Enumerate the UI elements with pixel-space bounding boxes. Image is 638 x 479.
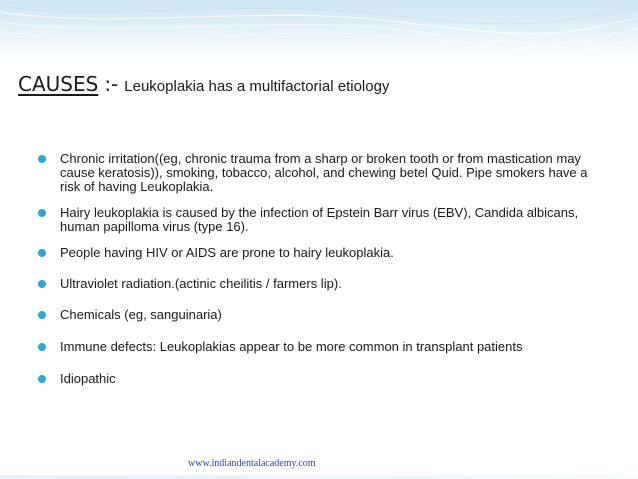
- wave-decoration: [0, 0, 638, 58]
- title-separator: :-: [104, 72, 119, 96]
- bullet-dot-icon: [38, 209, 46, 217]
- bullet-dot-icon: [38, 311, 46, 319]
- bottom-divider: [0, 475, 638, 479]
- footer-url: www.indiandentalacademy.com: [188, 458, 316, 469]
- bullet-text: Hairy leukoplakia is caused by the infection of Epstein Barr virus (EBV), Candida albicans, human papilloma virus (type 16).: [60, 205, 579, 234]
- list-item: [38, 206, 608, 234]
- bullet-dot-icon: [38, 375, 46, 383]
- title-causes: CAUSES: [18, 72, 99, 96]
- bullet-dot-icon: [38, 280, 46, 288]
- list-item: [38, 372, 608, 386]
- bullet-text: Ultraviolet radiation.(actinic cheilitis / farmers lip).: [60, 276, 342, 291]
- bullet-text: Chemicals (eg, sanguinaria): [60, 307, 222, 322]
- list-item: [38, 246, 608, 260]
- list-item: [38, 152, 608, 194]
- bullet-text: People having HIV or AIDS are prone to hairy leukoplakia.: [60, 245, 394, 260]
- bullet-text: Idiopathic: [60, 371, 116, 386]
- bullet-dot-icon: [38, 249, 46, 257]
- bullet-text: Immune defects: Leukoplakias appear to be more common in transplant patients: [60, 339, 523, 354]
- header-band: [0, 0, 638, 58]
- bullet-dot-icon: [38, 155, 46, 163]
- bullet-list: [38, 152, 608, 386]
- title-text: Leukoplakia has a multifactorial etiology: [124, 78, 390, 95]
- list-item: [38, 277, 608, 291]
- bullet-dot-icon: [38, 343, 46, 351]
- list-item: [38, 308, 608, 322]
- slide-title: [18, 72, 628, 102]
- list-item: [38, 340, 608, 354]
- bullet-text: Chronic irritation((eg, chronic trauma from a sharp or broken tooth or from mastication may cause keratosis)), smoking, tobacco, alcohol, and chewing betel Quid. Pipe smokers have a risk of having Leukoplakia.: [60, 151, 588, 194]
